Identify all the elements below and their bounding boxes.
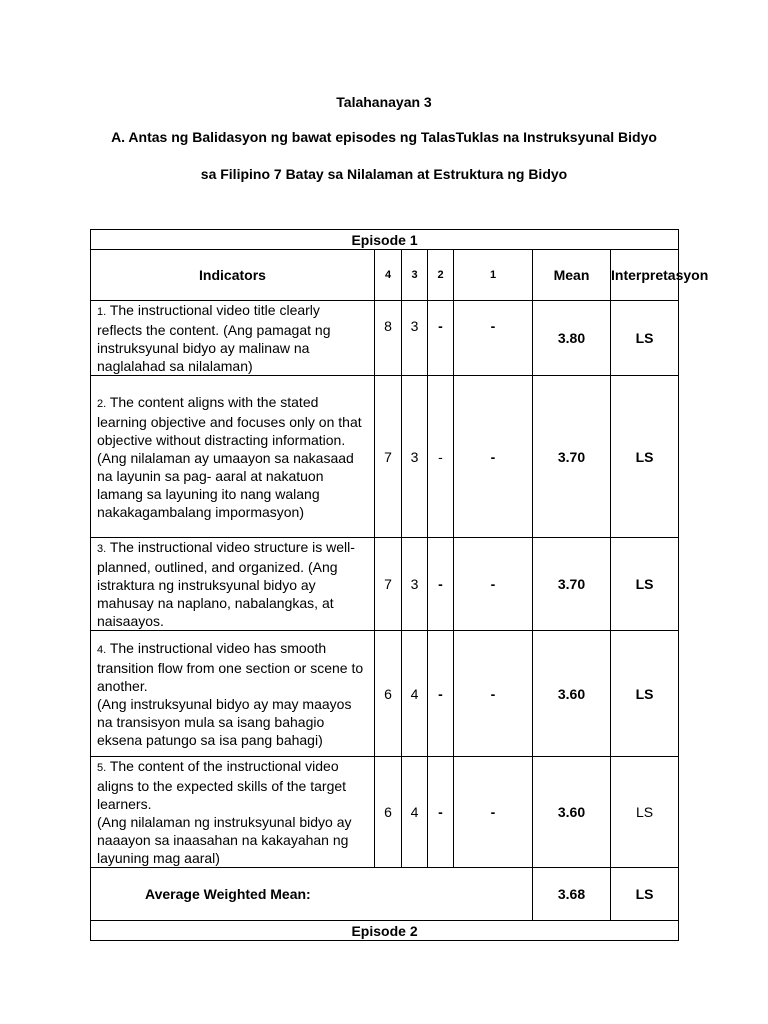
table-row [91, 376, 679, 538]
score-2-count: - [428, 376, 454, 538]
score-1-count: - [454, 631, 533, 757]
episode-1-header-row [91, 230, 679, 250]
score-2-count: - [428, 631, 454, 757]
header-mean: Mean [533, 250, 611, 301]
header-score-3: 3 [402, 250, 428, 301]
indicator-number: 1. [97, 306, 107, 318]
indicator-number: 2. [97, 397, 107, 410]
score-4-count: 6 [375, 757, 402, 868]
table-caption-line-2: sa Filipino 7 Batay sa Nilalaman at Estruktura ng Bidyo [200, 166, 568, 182]
average-mean: 3.68 [533, 868, 611, 921]
indicator-text: The instructional video structure is well-planned, outlined, and organized. (Ang istraktura ng instruksyunal bidyo ay mahusay na naplano, nabalangkas, at naisaayos. [97, 539, 355, 629]
table-row [91, 631, 679, 757]
score-3-count: 4 [402, 757, 428, 868]
episode-1-label: Episode 1 [91, 230, 679, 250]
score-2-count: - [428, 757, 454, 868]
indicator-number: 4. [97, 643, 107, 656]
score-4-count: 8 [375, 301, 402, 376]
mean-cell: 3.70 [533, 376, 611, 538]
interpretation-cell: LS [611, 757, 679, 868]
indicator-text: The content aligns with the stated learning objective and focuses only on that objective without distracting information. (Ang nilalaman ay umaayon sa nakasaad na layunin sa pag- aaral at nakatuon lamang sa layuning ito nang walang nakakagambalang impormasyon) [97, 393, 362, 520]
interpretation-cell: LS [611, 301, 679, 376]
indicator-cell [91, 631, 375, 757]
table-row [91, 538, 679, 631]
indicator-number: 3. [97, 543, 107, 555]
score-1-count: - [454, 301, 533, 376]
interpretation-cell: LS [611, 631, 679, 757]
indicator-text: The instructional video title clearly reflects the content. (Ang pamagat ng instruksyunal bidyo ay malinaw na naglalahad sa nilalaman) [97, 302, 331, 374]
header-score-4: 4 [375, 250, 402, 301]
indicator-cell [91, 376, 375, 538]
indicator-cell [91, 757, 375, 868]
average-row [91, 868, 679, 921]
indicator-cell [91, 538, 375, 631]
column-header-row [91, 250, 679, 301]
header-interpretasyon: Interpretasyon [611, 250, 679, 301]
indicator-cell [91, 301, 375, 376]
mean-cell: 3.70 [533, 538, 611, 631]
score-3-count: 4 [402, 631, 428, 757]
score-3-count: 3 [402, 301, 428, 376]
score-3-count: 3 [402, 376, 428, 538]
score-3-count: 3 [402, 538, 428, 631]
score-1-count: - [454, 538, 533, 631]
score-4-count: 7 [375, 376, 402, 538]
header-indicators: Indicators [91, 250, 375, 301]
episode-2-header-row [91, 921, 679, 941]
average-interpretation: LS [611, 868, 679, 921]
indicator-number: 5. [97, 762, 107, 774]
episode-2-label: Episode 2 [91, 921, 679, 941]
mean-cell: 3.80 [533, 301, 611, 376]
score-1-count: - [454, 757, 533, 868]
header-score-1: 1 [454, 250, 533, 301]
score-4-count: 6 [375, 631, 402, 757]
table-caption-line-1: A. Antas ng Balidasyon ng bawat episodes ng TalasTuklas na Instruksyunal Bidyo [111, 129, 657, 145]
table-row [91, 757, 679, 868]
average-label: Average Weighted Mean: [91, 868, 533, 921]
score-1-count: - [454, 376, 533, 538]
header-score-2: 2 [428, 250, 454, 301]
table-number-title: Talahanayan 3 [336, 94, 432, 110]
interpretation-cell: LS [611, 376, 679, 538]
score-4-count: 7 [375, 538, 402, 631]
validation-table [90, 229, 709, 941]
table-row [91, 301, 679, 376]
mean-cell: 3.60 [533, 757, 611, 868]
indicator-text: The content of the instructional video aligns to the expected skills of the target learners. (Ang nilalaman ng instruksyunal bidyo ay naaayon sa inaasahan na kakayahan ng layuning mag aaral) [97, 758, 352, 866]
indicator-text: The instructional video has smooth transition flow from one section or scene to another. (Ang instruksyunal bidyo ay may maayos na transisyon mula sa isang bahagio eksena patungo sa isa pang bahagi) [97, 639, 364, 748]
score-2-count: - [428, 538, 454, 631]
score-2-count: - [428, 301, 454, 376]
interpretation-cell: LS [611, 538, 679, 631]
mean-cell: 3.60 [533, 631, 611, 757]
